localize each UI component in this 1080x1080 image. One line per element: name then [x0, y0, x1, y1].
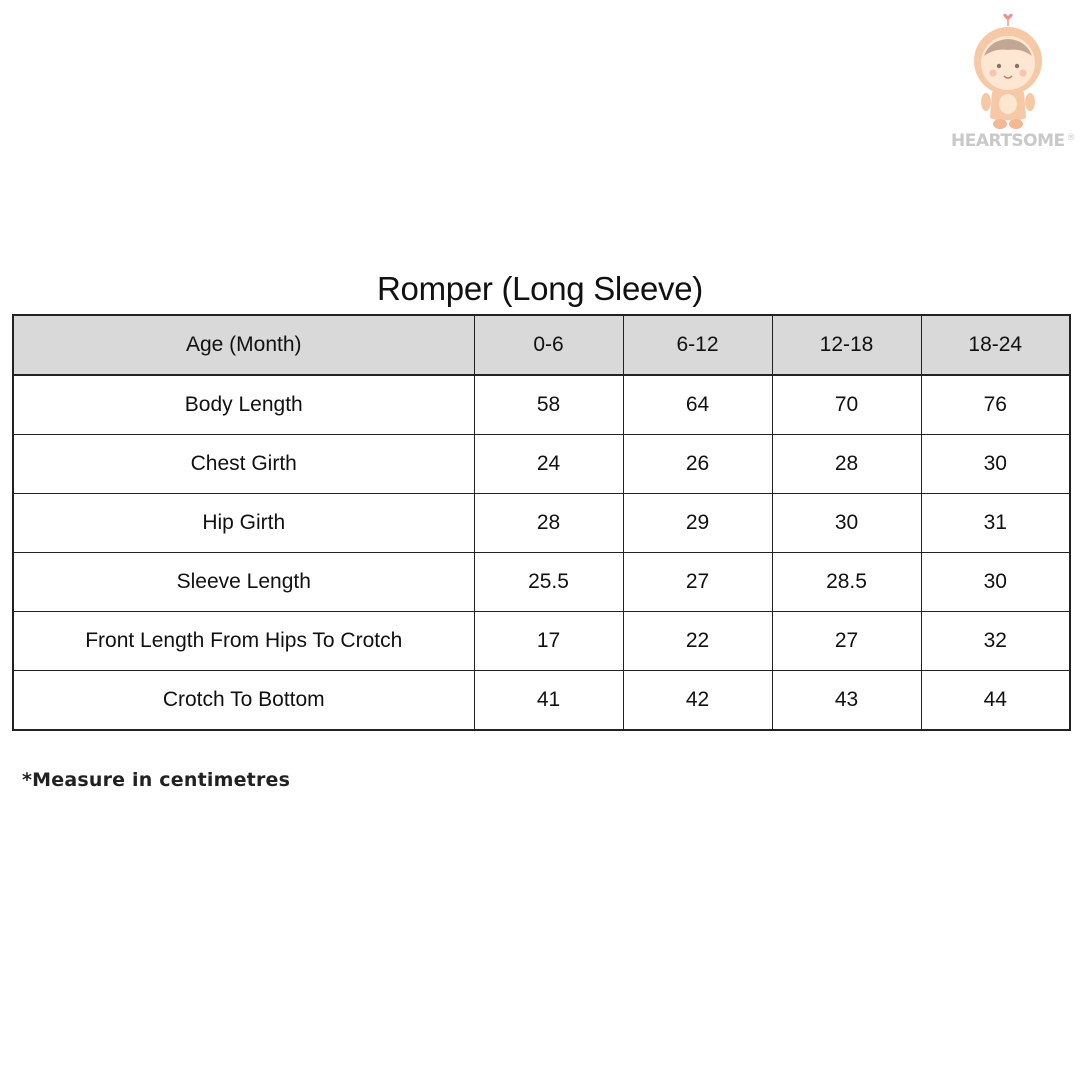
row-label: Chest Girth: [13, 435, 474, 494]
size-chart-table: [12, 314, 1071, 731]
table-cell: 29: [623, 494, 772, 553]
registered-mark: ®: [1066, 133, 1076, 143]
table-cell: 17: [474, 612, 623, 671]
table-cell: 26: [623, 435, 772, 494]
baby-mascot-icon: [946, 6, 1078, 136]
table-cell: 22: [623, 612, 772, 671]
table-row: [13, 671, 1070, 731]
header-size-12-18: 12-18: [772, 315, 921, 375]
brand-name: [951, 131, 1076, 151]
table-cell: 28.5: [772, 553, 921, 612]
row-label: Body Length: [13, 375, 474, 435]
table-cell: 24: [474, 435, 623, 494]
page-title: Romper (Long Sleeve): [377, 270, 703, 307]
row-label: Crotch To Bottom: [13, 671, 474, 731]
row-label: Sleeve Length: [13, 553, 474, 612]
header-size-6-12: 6-12: [623, 315, 772, 375]
table-cell: 32: [921, 612, 1070, 671]
table-cell: 30: [921, 435, 1070, 494]
table-cell: 27: [623, 553, 772, 612]
table-cell: 25.5: [474, 553, 623, 612]
table-row: [13, 553, 1070, 612]
table-cell: 31: [921, 494, 1070, 553]
table-row: [13, 375, 1070, 435]
table-row: [13, 494, 1070, 553]
table-header-row: [13, 315, 1070, 375]
table-cell: 27: [772, 612, 921, 671]
header-size-18-24: 18-24: [921, 315, 1070, 375]
brand-wordmark: HEARTSOME: [951, 131, 1065, 151]
table-row: [13, 612, 1070, 671]
table-cell: 44: [921, 671, 1070, 731]
table-cell: 43: [772, 671, 921, 731]
table-cell: 28: [474, 494, 623, 553]
table-cell: 30: [772, 494, 921, 553]
table-cell: 70: [772, 375, 921, 435]
header-size-0-6: 0-6: [474, 315, 623, 375]
table-cell: 64: [623, 375, 772, 435]
row-label: Hip Girth: [13, 494, 474, 553]
table-cell: 28: [772, 435, 921, 494]
table-cell: 58: [474, 375, 623, 435]
table-cell: 42: [623, 671, 772, 731]
table-cell: 41: [474, 671, 623, 731]
row-label: Front Length From Hips To Crotch: [13, 612, 474, 671]
measurement-note: *Measure in centimetres: [22, 769, 291, 791]
table-cell: 30: [921, 553, 1070, 612]
table-cell: 76: [921, 375, 1070, 435]
header-age-month: Age (Month): [13, 315, 474, 375]
table-row: [13, 435, 1070, 494]
